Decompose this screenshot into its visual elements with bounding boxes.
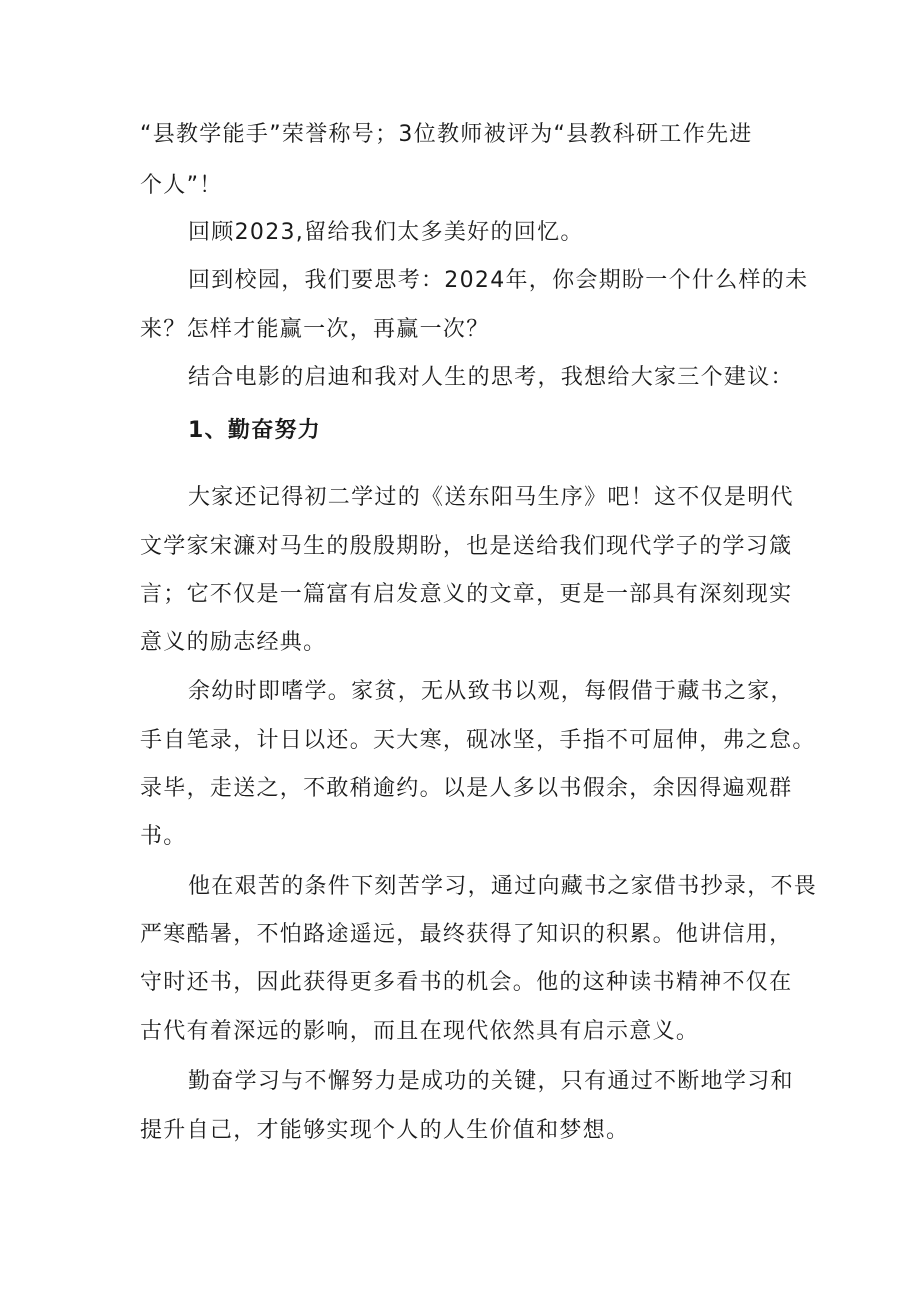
text-line: 守时还书，因此获得更多看书的机会。他的这种读书精神不仅在 bbox=[140, 970, 793, 995]
quote-line: 录毕，走送之，不敢稍逾约。以是人多以书假余，余因得遍观群 bbox=[140, 776, 793, 801]
text-line: 来？怎样才能赢一次，再赢一次？ bbox=[140, 317, 490, 342]
text-line: 严寒酷暑，不怕路途遥远，最终获得了知识的积累。他讲信用， bbox=[140, 922, 793, 947]
text-line: “县教学能手”荣誉称号；3位教师被评为“县教科研工作先进 bbox=[140, 122, 753, 147]
text-line: 言；它不仅是一篇富有启发意义的文章，更是一部具有深刻现实 bbox=[140, 582, 793, 607]
quote-line: 书。 bbox=[140, 824, 187, 849]
quote-line: 余幼时即嗜学。家贫，无从致书以观，每假借于藏书之家， bbox=[188, 679, 794, 704]
section-heading: 1、勤奋努力 bbox=[188, 418, 322, 443]
text-line: 他在艰苦的条件下刻苦学习，通过向藏书之家借书抄录，不畏 bbox=[188, 874, 818, 899]
text-line: 结合电影的启迪和我对人生的思考，我想给大家三个建议： bbox=[188, 365, 794, 390]
text-line: 意义的励志经典。 bbox=[140, 630, 327, 655]
text-line: 回到校园，我们要思考：2024年，你会期盼一个什么样的未 bbox=[188, 268, 809, 293]
text-line: 大家还记得初二学过的《送东阳马生序》吧！这不仅是明代 bbox=[188, 485, 794, 510]
text-line: 个人”！ bbox=[140, 173, 223, 198]
text-line: 文学家宋濂对马生的殷殷期盼，也是送给我们现代学子的学习箴 bbox=[140, 534, 793, 559]
quote-line: 手自笔录，计日以还。天大寒，砚冰坚，手指不可屈伸，弗之怠。 bbox=[140, 728, 816, 753]
text-line: 提升自己，才能够实现个人的人生价值和梦想。 bbox=[140, 1118, 630, 1143]
text-line: 勤奋学习与不懈努力是成功的关键，只有通过不断地学习和 bbox=[188, 1069, 794, 1094]
text-line: 回顾2023,留给我们太多美好的回忆。 bbox=[188, 220, 584, 245]
text-line: 古代有着深远的影响，而且在现代依然具有启示意义。 bbox=[140, 1019, 700, 1044]
